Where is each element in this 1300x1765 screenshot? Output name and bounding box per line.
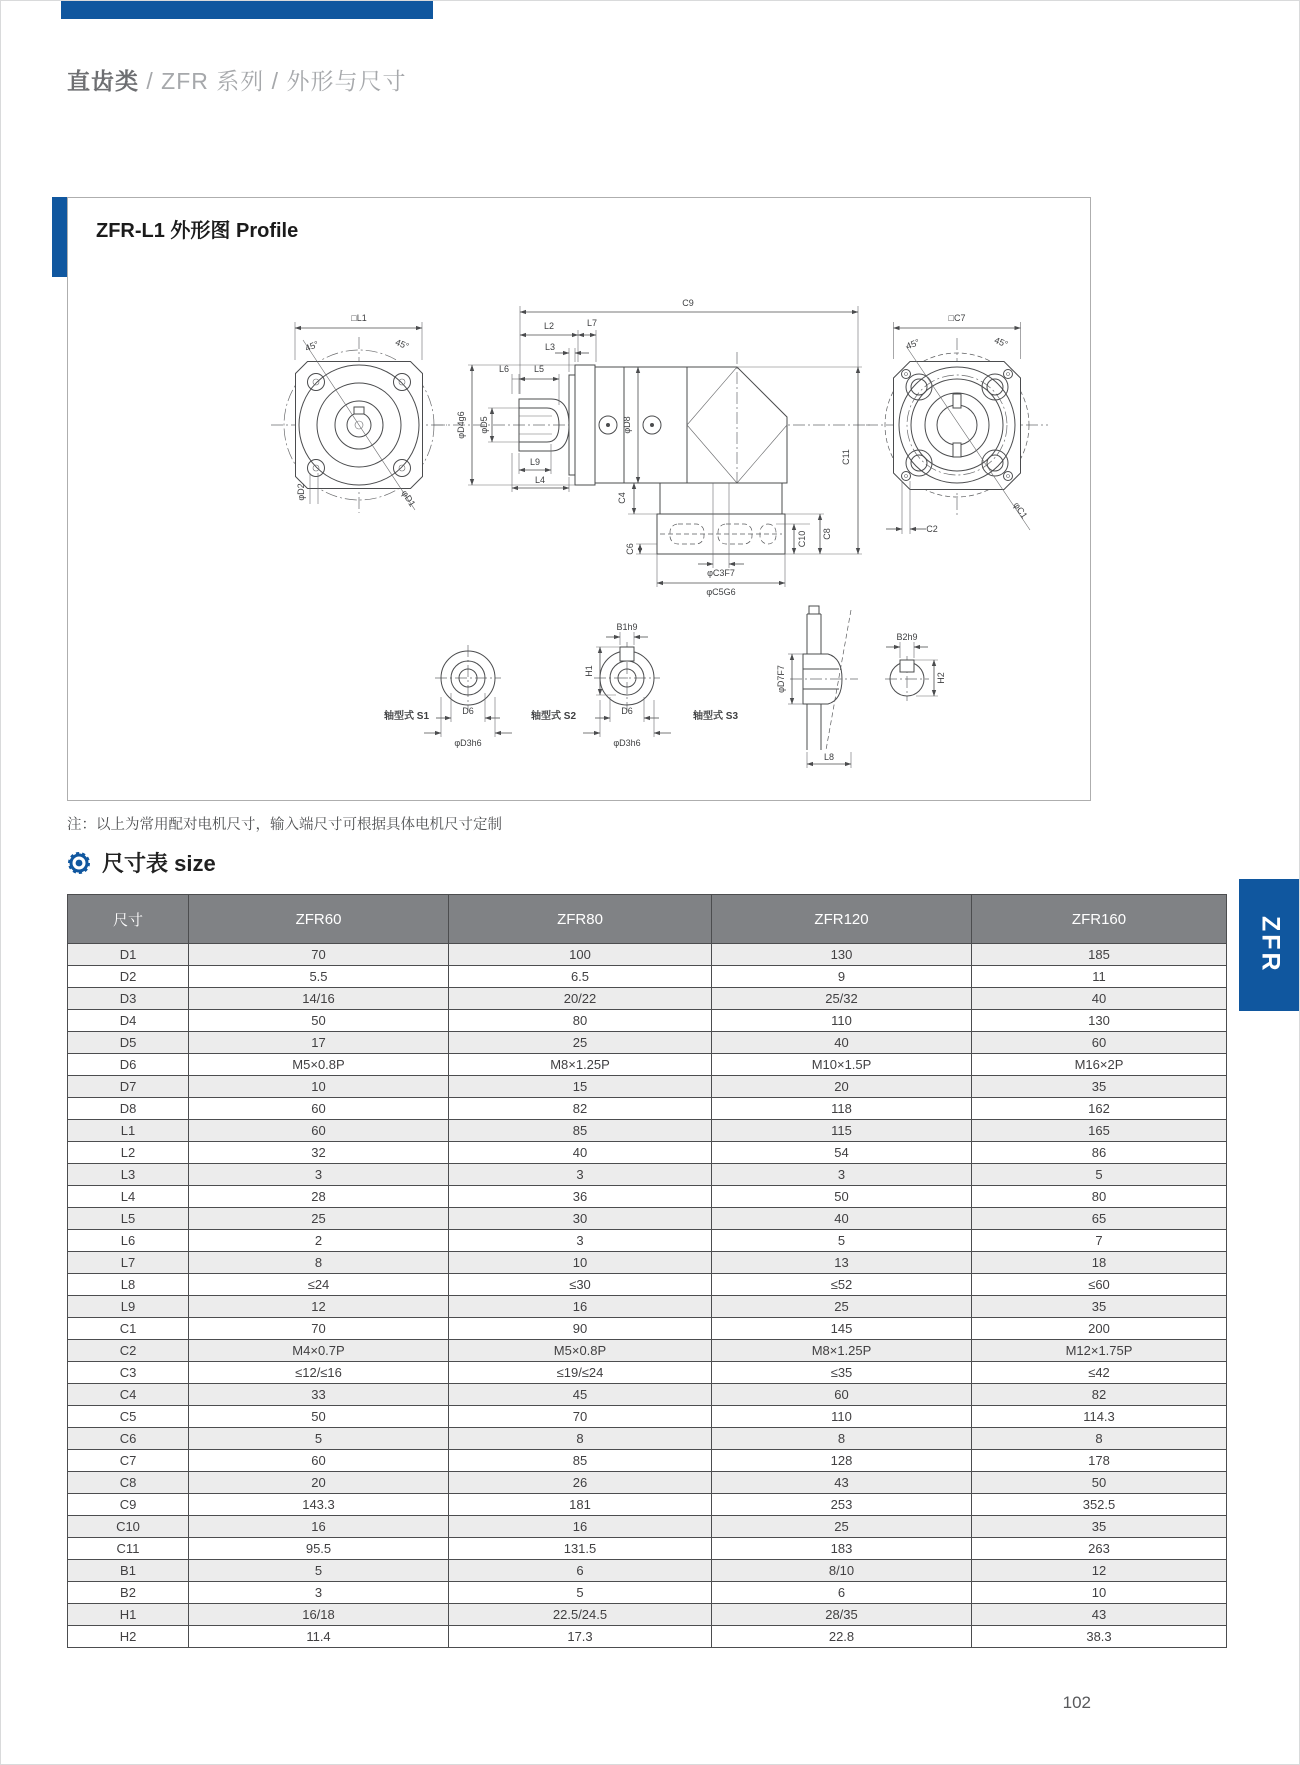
gear-icon: [67, 851, 91, 875]
value-cell: 128: [712, 1450, 972, 1472]
value-cell: 35: [972, 1516, 1227, 1538]
side-section-view: [433, 298, 873, 597]
dim-label-45-front-right: 45°: [393, 337, 411, 352]
dim-label-l6: L6: [498, 364, 510, 374]
dim-label-45-front-left: 45°: [303, 339, 321, 354]
value-cell: 178: [972, 1450, 1227, 1472]
value-cell: M5×0.8P: [449, 1340, 712, 1362]
value-cell: 12: [972, 1560, 1227, 1582]
value-cell: 82: [449, 1098, 712, 1120]
dim-cell: D8: [68, 1098, 189, 1120]
value-cell: 20/22: [449, 988, 712, 1010]
table-row: [68, 1626, 1227, 1648]
dim-label-45-rear-left: 45°: [904, 337, 922, 352]
profile-note: 注：以上为常用配对电机尺寸，输入端尺寸可根据具体电机尺寸定制: [67, 817, 502, 833]
table-row: [68, 1274, 1227, 1296]
value-cell: 11.4: [189, 1626, 449, 1648]
dim-cell: L7: [68, 1252, 189, 1274]
value-cell: 6.5: [449, 966, 712, 988]
dim-cell: C8: [68, 1472, 189, 1494]
value-cell: 35: [972, 1296, 1227, 1318]
value-cell: 85: [449, 1120, 712, 1142]
value-cell: ≤12/≤16: [189, 1362, 449, 1384]
dim-label-d4g6: φD4g6: [456, 411, 466, 439]
dim-cell: C1: [68, 1318, 189, 1340]
value-cell: 70: [449, 1406, 712, 1428]
value-cell: 16: [189, 1516, 449, 1538]
value-cell: 54: [712, 1142, 972, 1164]
dim-cell: L2: [68, 1142, 189, 1164]
value-cell: M16×2P: [972, 1054, 1227, 1076]
table-row: [68, 1252, 1227, 1274]
dim-cell: C2: [68, 1340, 189, 1362]
dim-cell: D6: [68, 1054, 189, 1076]
dim-label-l1: □L1: [351, 313, 367, 323]
profile-title: ZFR-L1 外形图 Profile: [96, 220, 299, 242]
value-cell: ≤52: [712, 1274, 972, 1296]
side-tab-zfr: ZFR: [1239, 879, 1300, 1011]
dim-label-l7: L7: [586, 318, 598, 328]
dim-cell: B1: [68, 1560, 189, 1582]
value-cell: 26: [449, 1472, 712, 1494]
dim-cell: B2: [68, 1582, 189, 1604]
dim-label-d3h6-s2: φD3h6: [613, 738, 641, 748]
table-row: [68, 1208, 1227, 1230]
table-row: [68, 988, 1227, 1010]
value-cell: 118: [712, 1098, 972, 1120]
table-row: [68, 966, 1227, 988]
value-cell: 80: [972, 1186, 1227, 1208]
value-cell: 3: [189, 1164, 449, 1186]
top-accent-bar: [61, 1, 433, 19]
value-cell: M10×1.5P: [712, 1054, 972, 1076]
value-cell: 70: [189, 944, 449, 966]
value-cell: 60: [712, 1384, 972, 1406]
breadcrumb-category: 直齿类: [67, 68, 139, 94]
value-cell: 5: [189, 1428, 449, 1450]
value-cell: 110: [712, 1406, 972, 1428]
dim-label-h1: H1: [584, 665, 594, 677]
dim-label-c3f7: φC3F7: [707, 568, 735, 578]
value-cell: 25: [189, 1208, 449, 1230]
value-cell: 114.3: [972, 1406, 1227, 1428]
dim-label-d1: φD1: [399, 488, 418, 509]
value-cell: 85: [449, 1450, 712, 1472]
value-cell: ≤19/≤24: [449, 1362, 712, 1384]
column-header-zfr60: ZFR60: [189, 895, 449, 944]
value-cell: M4×0.7P: [189, 1340, 449, 1362]
dim-cell: D3: [68, 988, 189, 1010]
dim-cell: L1: [68, 1120, 189, 1142]
value-cell: ≤24: [189, 1274, 449, 1296]
shaft-type-s1-view: [384, 645, 512, 748]
value-cell: 50: [189, 1406, 449, 1428]
dim-cell: C10: [68, 1516, 189, 1538]
dim-label-d3h6-s1: φD3h6: [454, 738, 482, 748]
dim-label-d6-s1: D6: [462, 706, 474, 716]
dim-cell: L8: [68, 1274, 189, 1296]
value-cell: 40: [449, 1142, 712, 1164]
table-row: [68, 1604, 1227, 1626]
dim-label-d6-s2: D6: [621, 706, 633, 716]
value-cell: 17: [189, 1032, 449, 1054]
value-cell: 28/35: [712, 1604, 972, 1626]
table-row: [68, 1098, 1227, 1120]
size-table-heading: [67, 847, 216, 878]
value-cell: 50: [189, 1010, 449, 1032]
table-row: [68, 1450, 1227, 1472]
value-cell: 20: [189, 1472, 449, 1494]
size-table-body: [68, 944, 1227, 1648]
table-row: [68, 1120, 1227, 1142]
dim-label-l8: L8: [823, 752, 835, 762]
table-row: [68, 1296, 1227, 1318]
value-cell: 16: [449, 1296, 712, 1318]
table-header-row: [68, 895, 1227, 944]
table-row: [68, 1494, 1227, 1516]
value-cell: 60: [189, 1098, 449, 1120]
value-cell: 3: [449, 1230, 712, 1252]
value-cell: 110: [712, 1010, 972, 1032]
value-cell: 16: [449, 1516, 712, 1538]
dim-cell: L6: [68, 1230, 189, 1252]
dim-cell: C3: [68, 1362, 189, 1384]
value-cell: 60: [972, 1032, 1227, 1054]
value-cell: M12×1.75P: [972, 1340, 1227, 1362]
table-row: [68, 1538, 1227, 1560]
dim-cell: D7: [68, 1076, 189, 1098]
shaft-type-s1-label: 轴型式 S1: [384, 711, 430, 722]
dim-label-45-rear-right: 45°: [992, 335, 1010, 350]
dim-label-l4: L4: [534, 475, 546, 485]
dim-label-d5: φD5: [479, 416, 489, 434]
page-number: 102: [1062, 1693, 1091, 1712]
shaft-type-s2-label: 轴型式 S2: [531, 711, 577, 722]
column-header-zfr160: ZFR160: [972, 895, 1227, 944]
value-cell: 162: [972, 1098, 1227, 1120]
table-row: [68, 1010, 1227, 1032]
dim-cell: H2: [68, 1626, 189, 1648]
value-cell: 7: [972, 1230, 1227, 1252]
dim-label-c5g6: φC5G6: [706, 587, 736, 597]
value-cell: ≤42: [972, 1362, 1227, 1384]
value-cell: 263: [972, 1538, 1227, 1560]
value-cell: 50: [712, 1186, 972, 1208]
value-cell: 20: [712, 1076, 972, 1098]
shaft-type-s3-label: 轴型式 S3: [693, 711, 739, 722]
value-cell: 253: [712, 1494, 972, 1516]
breadcrumb-rest: / ZFR 系列 / 外形与尺寸: [139, 68, 407, 94]
value-cell: 3: [189, 1582, 449, 1604]
table-row: [68, 1582, 1227, 1604]
dim-label-b2h9: B2h9: [896, 632, 918, 642]
value-cell: 18: [972, 1252, 1227, 1274]
dim-label-l9: L9: [529, 457, 541, 467]
dim-label-d8: φD8: [622, 416, 632, 434]
value-cell: 70: [189, 1318, 449, 1340]
breadcrumb: [67, 63, 406, 96]
dim-cell: L3: [68, 1164, 189, 1186]
table-row: [68, 1406, 1227, 1428]
value-cell: 5: [189, 1560, 449, 1582]
value-cell: 5: [712, 1230, 972, 1252]
value-cell: 165: [972, 1120, 1227, 1142]
value-cell: 130: [712, 944, 972, 966]
value-cell: 30: [449, 1208, 712, 1230]
value-cell: 130: [972, 1010, 1227, 1032]
value-cell: 12: [189, 1296, 449, 1318]
dim-label-c7: □C7: [948, 313, 966, 323]
value-cell: 16/18: [189, 1604, 449, 1626]
dim-cell: C11: [68, 1538, 189, 1560]
value-cell: 131.5: [449, 1538, 712, 1560]
table-row: [68, 1318, 1227, 1340]
table-row: [68, 1362, 1227, 1384]
dim-cell: C9: [68, 1494, 189, 1516]
value-cell: 8: [449, 1428, 712, 1450]
value-cell: 15: [449, 1076, 712, 1098]
table-row: [68, 1516, 1227, 1538]
table-row: [68, 1560, 1227, 1582]
table-row: [68, 1164, 1227, 1186]
value-cell: 11: [972, 966, 1227, 988]
value-cell: 35: [972, 1076, 1227, 1098]
dim-label-b1h9: B1h9: [616, 622, 638, 632]
value-cell: 13: [712, 1252, 972, 1274]
value-cell: M8×1.25P: [449, 1054, 712, 1076]
dim-cell: L9: [68, 1296, 189, 1318]
value-cell: 60: [189, 1450, 449, 1472]
value-cell: 17.3: [449, 1626, 712, 1648]
value-cell: 6: [449, 1560, 712, 1582]
value-cell: 43: [972, 1604, 1227, 1626]
table-row: [68, 1054, 1227, 1076]
column-header-zfr80: ZFR80: [449, 895, 712, 944]
value-cell: 8/10: [712, 1560, 972, 1582]
dim-label-c1: φC1: [1011, 500, 1030, 521]
value-cell: 352.5: [972, 1494, 1227, 1516]
value-cell: ≤35: [712, 1362, 972, 1384]
size-table-title: 尺寸表 size: [102, 851, 216, 876]
technical-drawing: [68, 242, 1092, 802]
dim-label-c6: C6: [625, 543, 635, 555]
value-cell: 9: [712, 966, 972, 988]
shaft-type-s3-view: [693, 606, 858, 768]
value-cell: 10: [189, 1076, 449, 1098]
value-cell: 86: [972, 1142, 1227, 1164]
dim-label-d2: φD2: [296, 483, 306, 501]
value-cell: M5×0.8P: [189, 1054, 449, 1076]
value-cell: 8: [972, 1428, 1227, 1450]
table-row: [68, 1142, 1227, 1164]
table-row: [68, 1230, 1227, 1252]
dim-label-c4: C4: [617, 492, 627, 504]
shaft-type-s2-view: [531, 622, 671, 748]
dim-label-l2: L2: [543, 321, 555, 331]
value-cell: 10: [449, 1252, 712, 1274]
value-cell: 8: [712, 1428, 972, 1450]
dim-label-c9: C9: [682, 298, 694, 308]
value-cell: 32: [189, 1142, 449, 1164]
value-cell: 145: [712, 1318, 972, 1340]
value-cell: 22.8: [712, 1626, 972, 1648]
dim-cell: D5: [68, 1032, 189, 1054]
table-row: [68, 1076, 1227, 1098]
value-cell: 3: [712, 1164, 972, 1186]
value-cell: ≤30: [449, 1274, 712, 1296]
table-row: [68, 1384, 1227, 1406]
value-cell: 5: [972, 1164, 1227, 1186]
value-cell: 181: [449, 1494, 712, 1516]
dim-cell: D1: [68, 944, 189, 966]
table-row: [68, 944, 1227, 966]
value-cell: 5: [449, 1582, 712, 1604]
value-cell: 60: [189, 1120, 449, 1142]
value-cell: 36: [449, 1186, 712, 1208]
table-row: [68, 1340, 1227, 1362]
value-cell: 5.5: [189, 966, 449, 988]
value-cell: 40: [972, 988, 1227, 1010]
value-cell: M8×1.25P: [712, 1340, 972, 1362]
dim-label-l5: L5: [533, 364, 545, 374]
value-cell: 28: [189, 1186, 449, 1208]
value-cell: 45: [449, 1384, 712, 1406]
dim-cell: L5: [68, 1208, 189, 1230]
dim-label-d7f7: φD7F7: [776, 665, 786, 693]
dim-cell: C6: [68, 1428, 189, 1450]
dim-cell: D2: [68, 966, 189, 988]
value-cell: 25: [449, 1032, 712, 1054]
table-row: [68, 1472, 1227, 1494]
value-cell: 14/16: [189, 988, 449, 1010]
value-cell: 33: [189, 1384, 449, 1406]
value-cell: 38.3: [972, 1626, 1227, 1648]
profile-section: [67, 197, 1091, 801]
value-cell: 80: [449, 1010, 712, 1032]
dim-cell: C4: [68, 1384, 189, 1406]
value-cell: 25/32: [712, 988, 972, 1010]
front-flange-view: [271, 313, 447, 513]
dim-label-l3: L3: [544, 342, 556, 352]
value-cell: 143.3: [189, 1494, 449, 1516]
rear-flange-view: [866, 313, 1048, 534]
dim-label-c8: C8: [822, 528, 832, 540]
dim-cell: C7: [68, 1450, 189, 1472]
dim-label-c2: C2: [926, 524, 938, 534]
value-cell: 95.5: [189, 1538, 449, 1560]
column-header-zfr120: ZFR120: [712, 895, 972, 944]
value-cell: 25: [712, 1296, 972, 1318]
value-cell: 3: [449, 1164, 712, 1186]
value-cell: 50: [972, 1472, 1227, 1494]
dim-cell: D4: [68, 1010, 189, 1032]
dim-label-c10: C10: [797, 530, 807, 548]
value-cell: 22.5/24.5: [449, 1604, 712, 1626]
dim-cell: C5: [68, 1406, 189, 1428]
value-cell: ≤60: [972, 1274, 1227, 1296]
dim-cell: H1: [68, 1604, 189, 1626]
table-row: [68, 1428, 1227, 1450]
dim-label-h2: H2: [936, 672, 946, 684]
value-cell: 40: [712, 1032, 972, 1054]
dim-label-c11: C11: [841, 449, 851, 465]
value-cell: 115: [712, 1120, 972, 1142]
value-cell: 40: [712, 1208, 972, 1230]
table-row: [68, 1032, 1227, 1054]
key-section-view: [885, 632, 946, 701]
value-cell: 2: [189, 1230, 449, 1252]
value-cell: 100: [449, 944, 712, 966]
value-cell: 8: [189, 1252, 449, 1274]
value-cell: 185: [972, 944, 1227, 966]
value-cell: 10: [972, 1582, 1227, 1604]
size-table: [67, 894, 1227, 1648]
value-cell: 200: [972, 1318, 1227, 1340]
value-cell: 65: [972, 1208, 1227, 1230]
value-cell: 43: [712, 1472, 972, 1494]
value-cell: 90: [449, 1318, 712, 1340]
table-row: [68, 1186, 1227, 1208]
column-header-dim: 尺寸: [68, 895, 189, 944]
value-cell: 183: [712, 1538, 972, 1560]
value-cell: 82: [972, 1384, 1227, 1406]
value-cell: 25: [712, 1516, 972, 1538]
dim-cell: L4: [68, 1186, 189, 1208]
value-cell: 6: [712, 1582, 972, 1604]
